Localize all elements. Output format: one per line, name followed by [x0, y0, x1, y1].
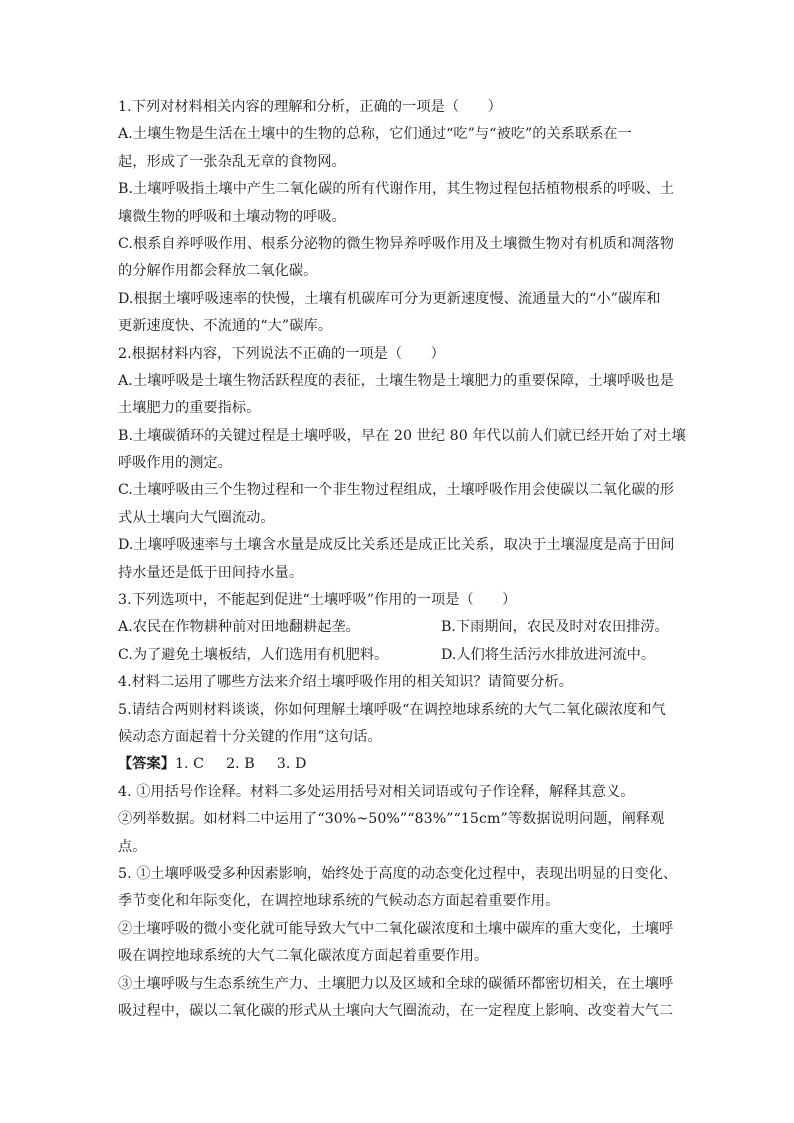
- question-1-option-c-line-2: 的分解作用都会释放二氧化碳。: [118, 263, 318, 280]
- answer-key-row: [118, 751, 678, 778]
- answer-5-line-1: 5. ①土壤呼吸受多种因素影响，始终处于高度的动态变化过程中，表现出明显的日变化、: [118, 865, 678, 882]
- question-3-stem: 3.下列选项中，不能起到促进“土壤呼吸”作用的一项是（ ）: [118, 592, 517, 609]
- answer-2: 2. B: [226, 756, 255, 773]
- question-1-option-b-line-2: 壤微生物的呼吸和土壤动物的呼吸。: [118, 208, 346, 225]
- document-content: [118, 94, 686, 1025]
- question-5-stem-line-1: 5.请结合两则材料谈谈，你如何理解土壤呼吸“在调控地球系统的大气二氧化碳浓度和气: [118, 701, 666, 718]
- answer-label: 【答案】: [118, 756, 175, 773]
- question-2-option-c-line-1: C.土壤呼吸由三个生物过程和一个非生物过程组成，土壤呼吸作用会使碳以二氧化碳的形: [118, 482, 674, 499]
- question-3-option-b: B.下雨期间，农民及时对农田排涝。: [441, 619, 669, 636]
- answer-4-line-3: 点。: [118, 838, 147, 855]
- question-1-option-a-line-1: A.土壤生物是生活在土壤中的生物的总称，它们通过“吃”与“被吃”的关系联系在一: [118, 126, 632, 143]
- question-3-options-row-2: [118, 642, 678, 669]
- question-3-option-c: C.为了避免土壤板结，人们选用有机肥料。: [118, 646, 389, 663]
- question-2-option-a-line-2: 土壤肥力的重要指标。: [118, 400, 261, 417]
- answer-4-line-2: ②列举数据。如材料二中运用了“30%~50%”“83%”“15cm”等数据说明问题，阐释观: [118, 811, 665, 828]
- question-2-stem: 2.根据材料内容，下列说法不正确的一项是（ ）: [118, 345, 445, 362]
- answer-4-line-1: 4. ①用括号作诠释。材料二多处运用括号对相关词语或句子作诠释，解释其意义。: [118, 783, 635, 800]
- question-1-option-d-line-1: D.根据土壤呼吸速率的快慢，土壤有机碳库可分为更新速度慢、流通量大的“小”碳库和: [118, 290, 661, 307]
- answer-3: 3. D: [276, 756, 307, 773]
- question-2-option-d-line-2: 持水量还是低于田间持水量。: [118, 564, 304, 581]
- question-2-option-a-line-1: A.土壤呼吸是土壤生物活跃程度的表征，土壤生物是土壤肥力的重要保障，土壤呼吸也是: [118, 372, 674, 389]
- question-2-option-b-line-1: B.土壤碳循环的关键过程是土壤呼吸，早在 20 世纪 80 年代以前人们就已经开始了对土壤: [118, 427, 686, 444]
- answer-5-line-6: 吸过程中，碳以二氧化碳的形式从土壤向大气圈流动，在一定程度上影响、改变着大气二: [118, 1002, 674, 1019]
- answer-5-line-3: ②土壤呼吸的微小变化就可能导致大气中二氧化碳浓度和土壤中碳库的重大变化，土壤呼: [118, 920, 674, 937]
- question-1-stem: 1.下列对材料相关内容的理解和分析，正确的一项是（ ）: [118, 99, 502, 115]
- question-3-options-row-1: [118, 614, 678, 641]
- question-5-stem-line-2: 候动态方面起着十分关键的作用”这句话。: [118, 728, 382, 745]
- answer-5-line-5: ③土壤呼吸与生态系统生产力、土壤肥力以及区域和全球的碳循环都密切相关，在土壤呼: [118, 975, 674, 992]
- question-3-option-a: A.农民在作物耕种前对田地翻耕起垄。: [118, 619, 360, 636]
- question-1-option-a-line-2: 起，形成了一张杂乱无章的食物网。: [118, 153, 346, 170]
- question-2-option-c-line-2: 式从土壤向大气圈流动。: [118, 509, 275, 526]
- question-4-stem: 4.材料二运用了哪些方法来介绍土壤呼吸作用的相关知识？请简要分析。: [118, 674, 574, 691]
- question-2-option-d-line-1: D.土壤呼吸速率与土壤含水量是成反比关系还是成正比关系，取决于土壤湿度是高于田间: [118, 537, 675, 554]
- question-1-option-c-line-1: C.根系自养呼吸作用、根系分泌物的微生物异养呼吸作用及土壤微生物对有机质和凋落物: [118, 235, 674, 252]
- question-3-option-d: D.人们将生活污水排放进河流中。: [441, 646, 656, 663]
- answer-1: 1. C: [174, 756, 205, 773]
- question-1-option-d-line-2: 更新速度快、不流通的“大”碳库。: [118, 318, 332, 335]
- question-2-option-b-line-2: 呼吸作用的测定。: [118, 455, 232, 472]
- answer-5-line-2: 季节变化和年际变化，在调控地球系统的气候动态方面起着重要作用。: [118, 893, 560, 910]
- answer-5-line-4: 吸在调控地球系统的大气二氧化碳浓度方面起着重要作用。: [118, 948, 489, 965]
- question-1-option-b-line-1: B.土壤呼吸指土壤中产生二氧化碳的所有代谢作用，其生物过程包括植物根系的呼吸、土: [118, 181, 675, 198]
